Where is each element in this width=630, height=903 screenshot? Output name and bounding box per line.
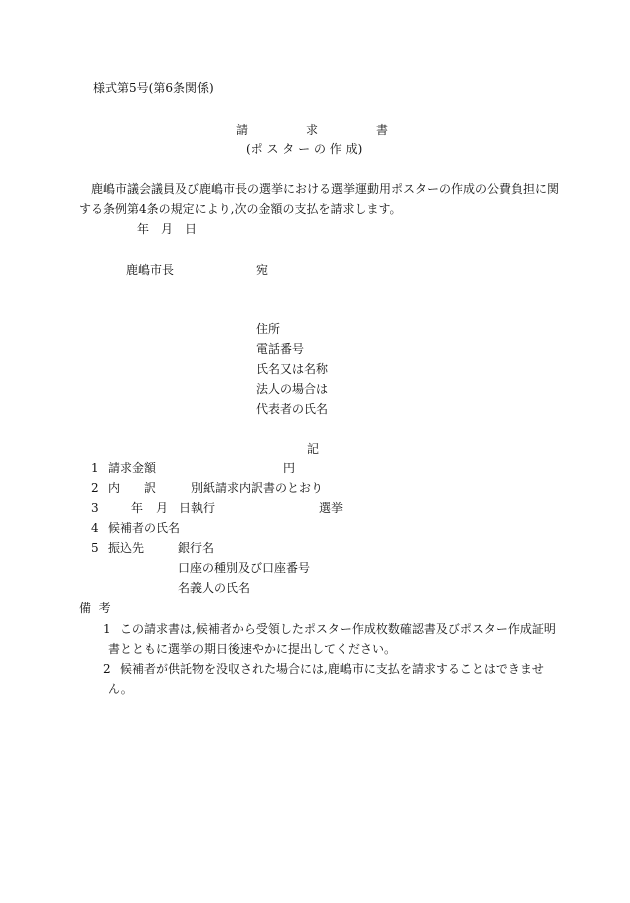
date-year: 年 bbox=[137, 222, 150, 236]
item-3-number: 3 bbox=[91, 501, 99, 515]
item-2-value: 別紙請求内訳書のとおり bbox=[191, 481, 324, 495]
note-2-line-2: ん。 bbox=[108, 682, 133, 696]
item-2-label-b: 訳 bbox=[144, 481, 157, 495]
intro-line-2: する条例第4条の規定により,次の金額の支払を請求します。 bbox=[79, 202, 402, 216]
item-1-number: 1 bbox=[91, 461, 99, 475]
item-5-number: 5 bbox=[91, 541, 99, 555]
document-subtitle: (ポ ス タ ー の 作 成) bbox=[246, 142, 363, 156]
claimant-corp: 法人の場合は bbox=[256, 382, 329, 396]
claimant-rep: 代表者の氏名 bbox=[256, 402, 329, 416]
item-3-day-exec: 日執行 bbox=[179, 501, 216, 515]
claimant-address: 住所 bbox=[256, 322, 281, 336]
title-char: 書 bbox=[376, 123, 389, 137]
title-char: 請 bbox=[236, 123, 249, 137]
item-5-label: 振込先 bbox=[108, 541, 145, 555]
note-1-number: 1 bbox=[103, 622, 111, 636]
claimant-phone: 電話番号 bbox=[256, 342, 305, 356]
addressee-honorific: 宛 bbox=[256, 263, 269, 277]
remarks-heading: 備 考 bbox=[79, 601, 111, 615]
title-char: 求 bbox=[306, 123, 319, 137]
addressee-name: 鹿嶋市長 bbox=[126, 263, 175, 277]
item-1-label: 請求金額 bbox=[108, 461, 157, 475]
item-4-label: 候補者の氏名 bbox=[108, 521, 181, 535]
item-3-election: 選挙 bbox=[319, 501, 344, 515]
note-1-line-1: この請求書は,候補者から受領したポスター作成枚数確認書及びポスター作成証明 bbox=[120, 622, 556, 636]
note-1-line-2: 書とともに選挙の期日後速やかに提出してください。 bbox=[108, 642, 397, 656]
note-2-line-1: 候補者が供託物を没収された場合には,鹿嶋市に支払を請求することはできませ bbox=[120, 662, 544, 676]
item-2-number: 2 bbox=[91, 481, 99, 495]
intro-line-1: 鹿嶋市議会議員及び鹿嶋市長の選挙における選挙運動用ポスターの作成の公費負担に関 bbox=[91, 182, 560, 196]
item-3-year: 年 bbox=[131, 501, 144, 515]
claimant-name: 氏名又は名称 bbox=[256, 362, 329, 376]
ki-heading: 記 bbox=[307, 442, 320, 456]
item-1-unit: 円 bbox=[283, 461, 296, 475]
item-5-account: 口座の種別及び口座番号 bbox=[178, 561, 311, 575]
date-month: 月 bbox=[161, 222, 174, 236]
item-3-month: 月 bbox=[156, 501, 169, 515]
item-5-holder: 名義人の氏名 bbox=[178, 581, 251, 595]
note-2-number: 2 bbox=[103, 662, 111, 676]
date-day: 日 bbox=[185, 222, 198, 236]
item-4-number: 4 bbox=[91, 521, 99, 535]
form-number: 様式第5号(第6条関係) bbox=[93, 81, 214, 95]
item-2-label-a: 内 bbox=[108, 481, 121, 495]
item-5-bank: 銀行名 bbox=[178, 541, 215, 555]
